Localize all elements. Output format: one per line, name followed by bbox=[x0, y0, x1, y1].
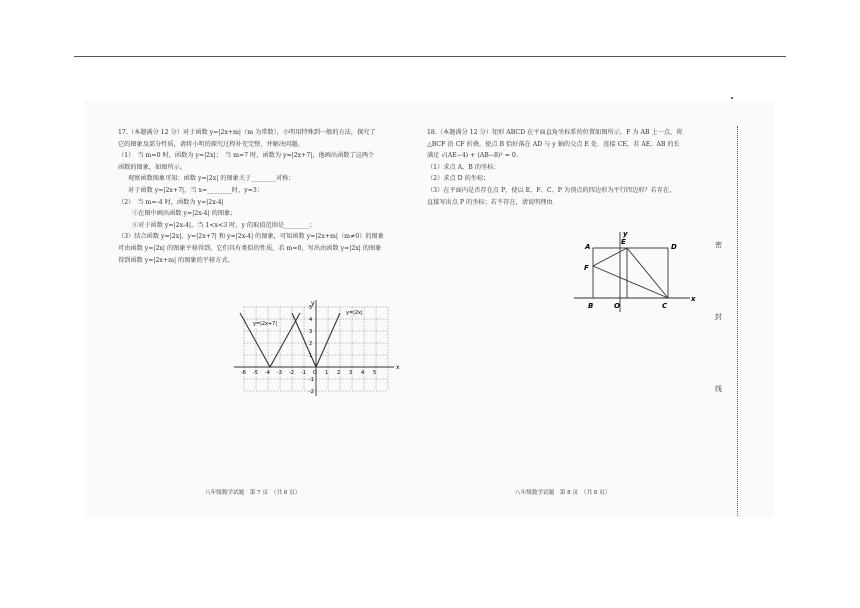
x-tick-label: 2 bbox=[337, 370, 341, 376]
y-tick-labels bbox=[309, 305, 314, 395]
rectangle-abcd bbox=[593, 248, 668, 298]
q18-line: （2）求点 D 的坐标； bbox=[427, 175, 490, 183]
y-tick-label: 3 bbox=[309, 329, 313, 335]
y-tick-label: 1 bbox=[309, 353, 313, 359]
question-18 bbox=[427, 127, 717, 208]
segment-ef bbox=[593, 248, 627, 266]
y-tick-label: 2 bbox=[309, 341, 313, 347]
x-tick-label: -5 bbox=[253, 370, 258, 376]
q17-line: （3）结合函数 y=|2x|，y=|2x+7| 和 y=|2x-4| 的图象，可知函数 y=|2x+m|（m≠0）的图象 bbox=[118, 233, 384, 241]
q18-line: 直接写出点 P 的坐标；若不存在，请说明理由． bbox=[427, 198, 559, 206]
label-c: C bbox=[662, 302, 668, 310]
label-2x-plus-7: y=|2x+7| bbox=[253, 321, 278, 327]
label-y: y bbox=[623, 230, 628, 238]
label-e: E bbox=[621, 238, 626, 246]
page-7-footer: 八年级数学试题 第 7 页 （共 8 页） bbox=[205, 490, 301, 496]
q17-graph bbox=[232, 300, 402, 400]
y-tick-label: 5 bbox=[309, 305, 313, 311]
x-tick-label: -3 bbox=[277, 370, 282, 376]
label-b: B bbox=[588, 302, 594, 310]
q17-line: 函数的图象，如图所示。 bbox=[118, 163, 187, 171]
q18-figure bbox=[570, 228, 700, 318]
x-tick-label: -2 bbox=[289, 370, 294, 376]
label-x: x bbox=[691, 295, 696, 303]
binding-dotted-line bbox=[737, 126, 738, 516]
q17-line: 17.（本题满分 12 分）对于函数 y=|2x+m|（m 为常数），小明用特殊到一般的方法，探究了 bbox=[118, 129, 376, 136]
label-f: F bbox=[584, 264, 589, 272]
margin-char: 密 bbox=[715, 241, 722, 249]
segment-ce bbox=[627, 248, 668, 298]
x-tick-label: 3 bbox=[349, 370, 353, 376]
y-tick-label: -1 bbox=[309, 377, 314, 383]
q17-line: 得到函数 y=|2x+m| 的图象的平移方式。 bbox=[118, 256, 234, 264]
x-tick-label: 1 bbox=[325, 370, 329, 376]
label-o: O bbox=[614, 302, 620, 310]
q17-line: 观察函数图象可知：函数 y=|2x| 的图象关于________对称； bbox=[128, 175, 295, 183]
x-tick-label: -1 bbox=[301, 370, 306, 376]
margin-char: 线 bbox=[715, 385, 722, 393]
y-tick-label: 4 bbox=[309, 317, 313, 323]
x-tick-label: 5 bbox=[373, 370, 377, 376]
x-tick-label: -4 bbox=[265, 370, 270, 376]
axis-x-label: x bbox=[396, 364, 400, 371]
q17-line: （1） 当 m=0 时，函数为 y=|2x|； 当 m=7 时，函数为 y=|2x+7|，他画出函数了这两个 bbox=[118, 152, 375, 160]
question-17 bbox=[118, 127, 408, 266]
q18-line: 满足 √(AE−4) + (AB−8)² = 0． bbox=[427, 152, 523, 160]
q18-line: （3）在平面内是否存在点 P，使以 E、F、C、P 为顶点的四边形为平行四边形？若存在， bbox=[427, 186, 676, 194]
q17-line: ①在图中画出函数 y=|2x-4| 的图象； bbox=[132, 210, 237, 218]
q18-line: （1）求点 A、B 的坐标； bbox=[427, 163, 500, 171]
label-a: A bbox=[585, 243, 591, 251]
q17-line: （2） 当 m=-4 时，函数为 y=|2x-4| bbox=[118, 198, 224, 206]
q17-line: ②对于函数 y=|2x-4|，当 1<x<3 时，y 的取值范围是________； bbox=[132, 221, 316, 229]
x-tick-label: O bbox=[313, 370, 317, 376]
margin-char: 封 bbox=[715, 313, 722, 321]
x-tick-label: -6 bbox=[241, 370, 246, 376]
q17-line: 可由函数 y=|2x| 的图象平移得到。它们具有类似的性质，若 m=0，写出由函数 y=|2x| 的图象 bbox=[118, 244, 382, 252]
top-rule bbox=[74, 56, 786, 57]
q18-line: 18.（本题满分 12 分）矩形 ABCD 在平面直角坐标系的位置如图所示，F 为 AB 上一点，将 bbox=[427, 129, 683, 136]
label-2x: y=|2x| bbox=[346, 310, 363, 316]
page-8-footer: 八年级数学试题 第 8 页 （共 8 页） bbox=[515, 490, 611, 496]
x-tick-label: 4 bbox=[361, 370, 365, 376]
segment-cf bbox=[593, 266, 668, 298]
axis-y-label: y bbox=[311, 300, 315, 307]
y-tick-label: -2 bbox=[309, 389, 314, 395]
x-tick-labels bbox=[241, 370, 376, 376]
scan-speck bbox=[731, 97, 733, 99]
q18-line: △BCF 沿 CF 折叠，使点 B 恰好落在 AD 与 y 轴的交点 E 处．连接 CE，若 AE、AB 的长 bbox=[427, 140, 680, 148]
label-d: D bbox=[671, 243, 677, 251]
q17-line: 它的图象及部分性质，请将小明的探究过程补充完整，并解决问题。 bbox=[118, 140, 304, 148]
q17-line: 对于函数 y=|2x+7|，当 x=________时，y=3； bbox=[128, 186, 264, 194]
